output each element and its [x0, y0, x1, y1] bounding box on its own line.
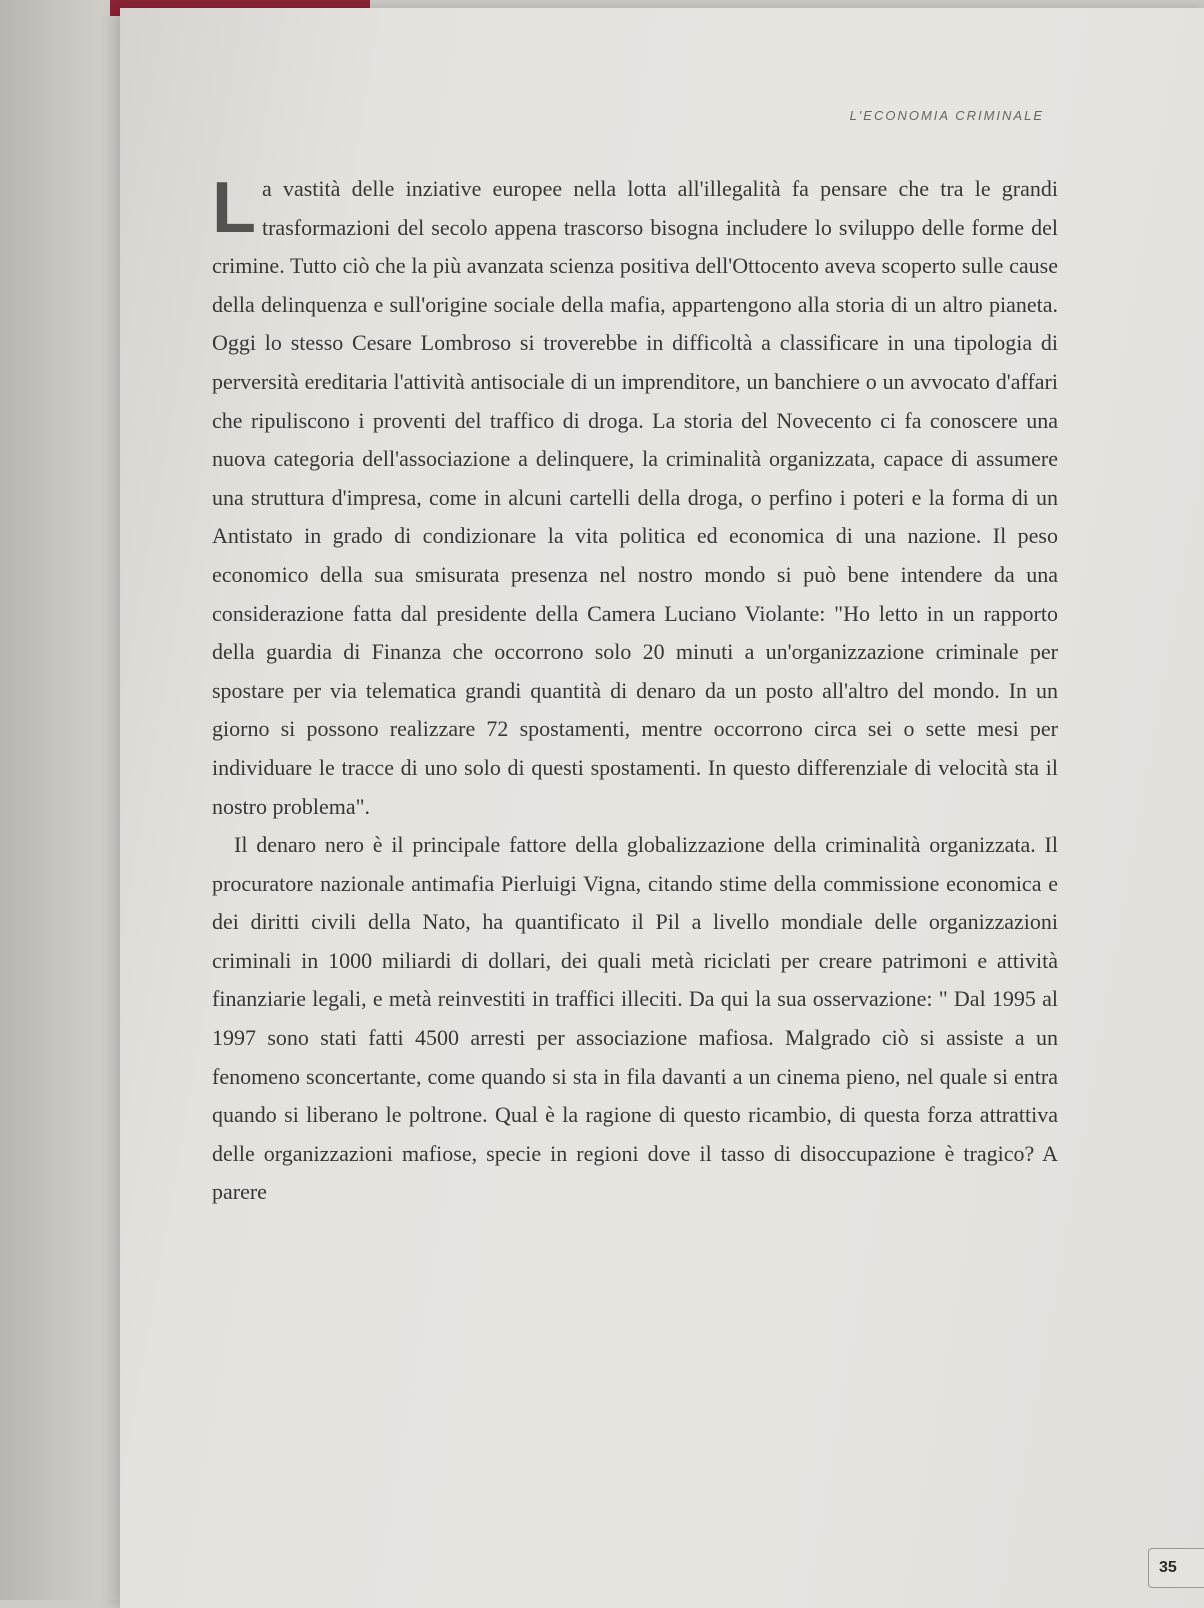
- running-head: L'ECONOMIA CRIMINALE: [849, 108, 1044, 123]
- body-text: [212, 170, 1058, 1212]
- paragraph-1: [212, 170, 1058, 826]
- paragraph-1-text: a vastità delle inziative europee nella lotta all'illegalità fa pensare che tra le grandi trasformazioni del secolo appena trascorso bisogna includere lo sviluppo delle forme del crimine. Tutto ciò che la più avanzata scienza positiva dell'Ottocento aveva scoperto sulle cause della delinquenza e sull'origine sociale della mafia, appartengono alla storia di un altro pianeta. Oggi lo stesso Cesare Lombroso si troverebbe in difficoltà a classificare in una tipologia di perversità ereditaria l'attività antisociale di un imprenditore, un banchiere o un avvocato d'affari che ripuliscono i proventi del traffico di droga. La storia del Novecento ci fa conoscere una nuova categoria dell'associazione a delinquere, la criminalità organizzata, capace di assumere una struttura d'impresa, come in alcuni cartelli della droga, o perfino i poteri e la forma di un Antistato in grado di condizionare la vita politica ed economica di una nazione. Il peso economico della sua smisurata presenza nel nostro mondo si può bene intendere da una considerazione fatta dal presidente della Camera Luciano Violante: "Ho letto in un rapporto della guardia di Finanza che occorrono solo 20 minuti a un'organizzazione criminale per spostare per via telematica grandi quantità di denaro da un posto all'altro del mondo. In un giorno si possono realizzare 72 spostamenti, mentre occorrono circa sei o sette mesi per individuare le tracce di uno solo di questi spostamenti. In questo differenziale di velocità sta il nostro problema".: [212, 176, 1058, 819]
- drop-cap: L: [212, 168, 256, 248]
- page-number: 35: [1148, 1548, 1204, 1588]
- paragraph-2: Il denaro nero è il principale fattore della globalizzazione della criminalità organizzata. Il procuratore nazionale antimafia Pierluigi Vigna, citando stime della commissione economica e dei diritti civili della Nato, ha quantificato il Pil a livello mondiale delle organizzazioni criminali in 1000 miliardi di dollari, dei quali metà riciclati per creare patrimoni e attività finanziarie legali, e metà reinvestiti in traffici illeciti. Da qui la sua osservazione: " Dal 1995 al 1997 sono stati fatti 4500 arresti per associazione mafiosa. Malgrado ciò si assiste a un fenomeno sconcertante, come quando si sta in fila davanti a un cinema pieno, nel quale si entra quando si liberano le poltrone. Qual è la ragione di questo ricambio, di questa forza attrattiva delle organizzazioni mafiose, specie in regioni dove il tasso di disoccupazione è tragico? A parere: [212, 832, 1058, 1205]
